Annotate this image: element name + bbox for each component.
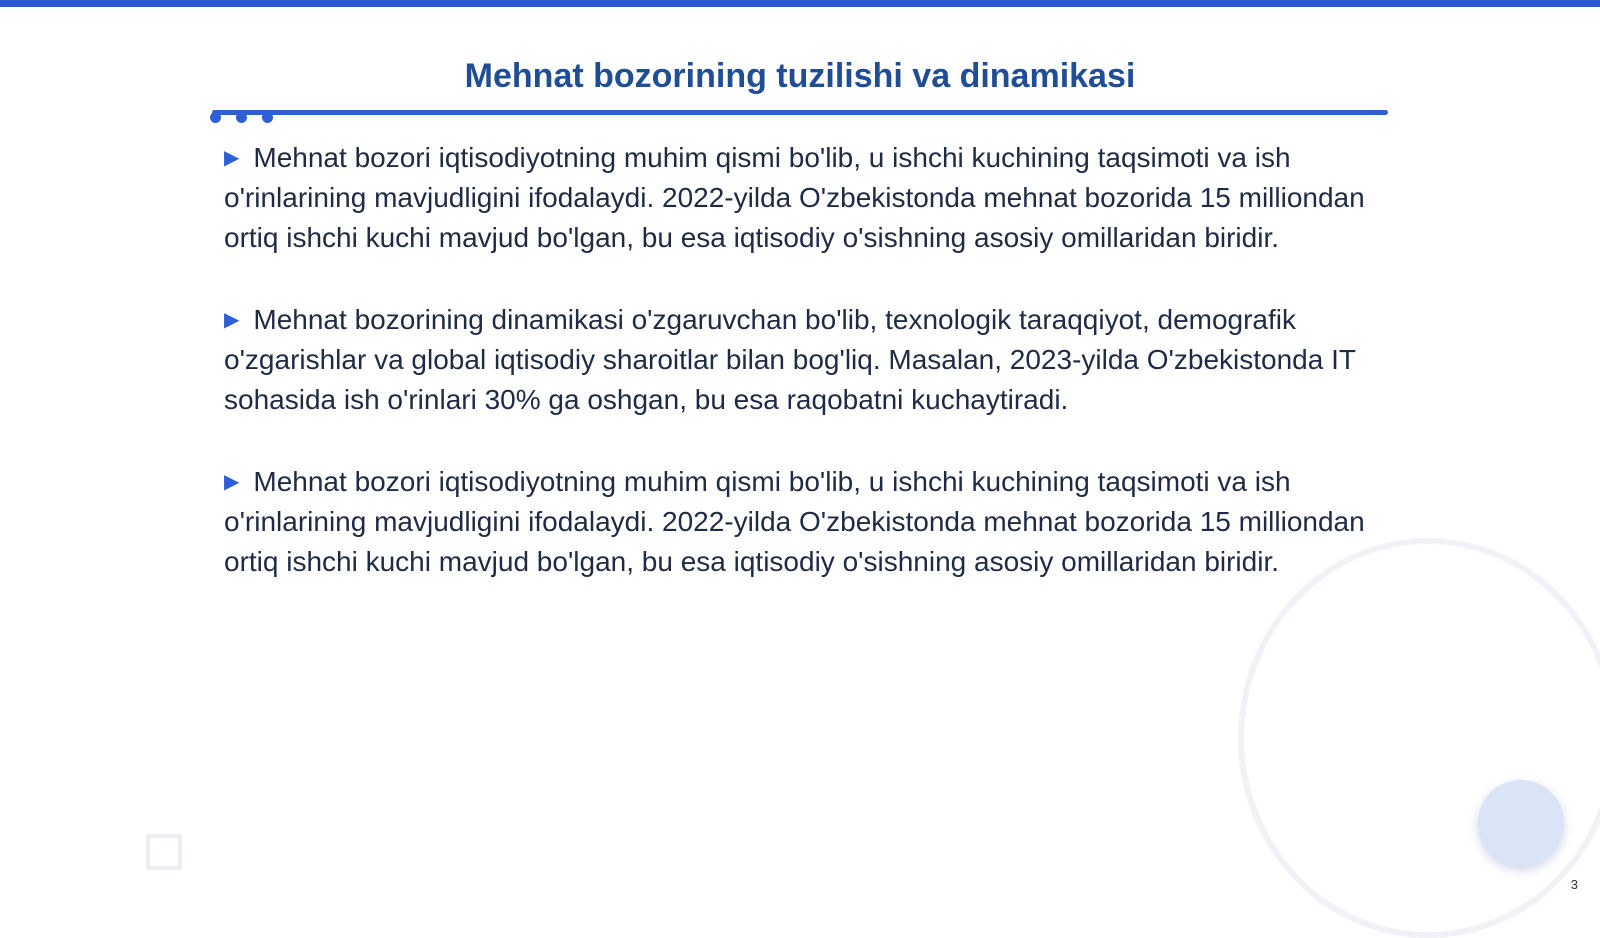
decorative-dot	[210, 112, 221, 123]
paragraph-text: Mehnat bozorining dinamikasi o'zgaruvchan bo'lib, texnologik taraqqiyot, demografik o'zgarishlar va global iqtisodiy sharoitlar bilan bog'liq. Masalan, 2023-yilda O'zbekistonda IT sohasida ish o'rinlari 30% ga oshgan, bu esa raqobatni kuchaytiradi.	[224, 304, 1356, 415]
bullet-paragraph	[224, 138, 1374, 258]
top-accent-bar	[0, 0, 1600, 7]
decorative-dot	[262, 112, 273, 123]
paragraph-text: Mehnat bozori iqtisodiyotning muhim qismi bo'lib, u ishchi kuchining taqsimoti va ish o'rinlarining mavjudligini ifodalaydi. 2022-yilda O'zbekistonda mehnat bozorida 15 milliondan ortiq ishchi kuchi mavjud bo'lgan, bu esa iqtisodiy o'sishning asosiy omillaridan biridir.	[224, 466, 1365, 577]
page-number: 3	[1570, 877, 1578, 892]
decorative-square	[146, 834, 182, 870]
decorative-ring	[1238, 538, 1600, 938]
decorative-circle	[1478, 780, 1564, 866]
decorative-dot	[236, 112, 247, 123]
title-underline	[212, 110, 1388, 115]
slide-content	[224, 138, 1374, 624]
bullet-paragraph	[224, 300, 1374, 420]
triangle-bullet-icon: ▶	[224, 471, 240, 493]
paragraph-text: Mehnat bozori iqtisodiyotning muhim qismi bo'lib, u ishchi kuchining taqsimoti va ish o'rinlarining mavjudligini ifodalaydi. 2022-yilda O'zbekistonda mehnat bozorida 15 milliondan ortiq ishchi kuchi mavjud bo'lgan, bu esa iqtisodiy o'sishning asosiy omillaridan biridir.	[224, 142, 1365, 253]
slide-title: Mehnat bozorining tuzilishi va dinamikasi	[464, 57, 1136, 95]
triangle-bullet-icon: ▶	[224, 147, 240, 169]
bullet-paragraph	[224, 462, 1374, 582]
triangle-bullet-icon: ▶	[224, 309, 240, 331]
